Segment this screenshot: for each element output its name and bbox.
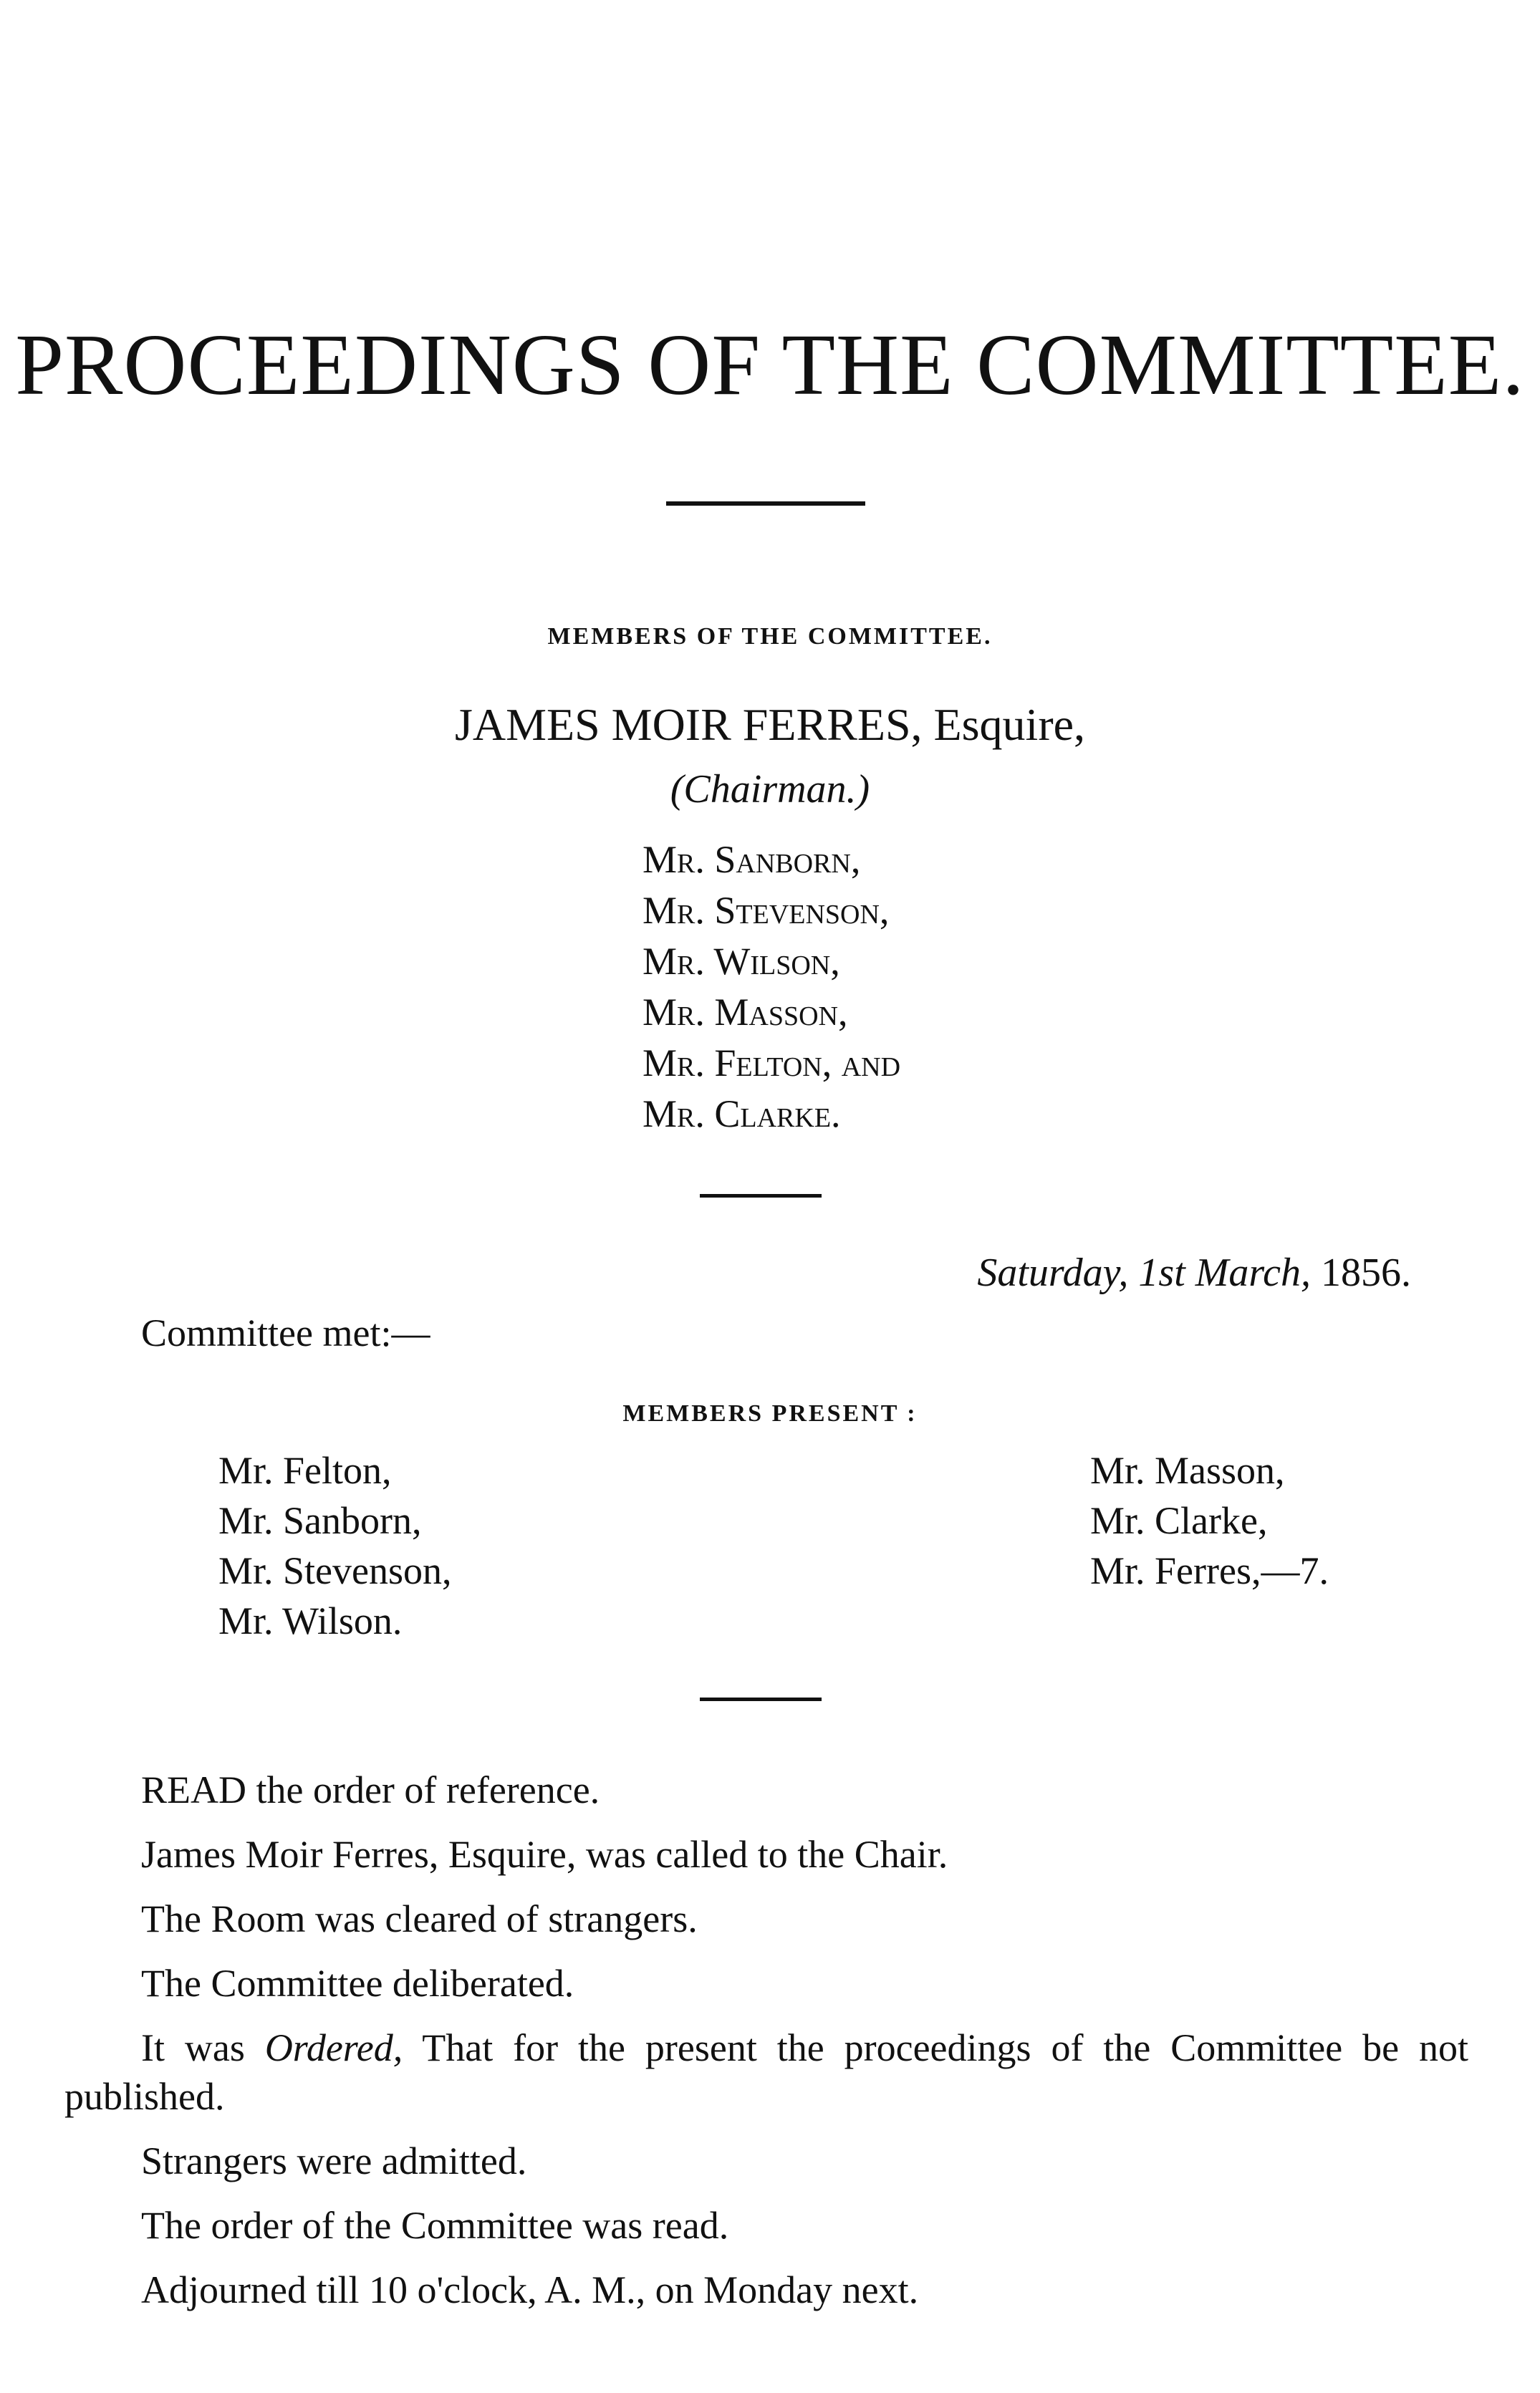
members-heading: MEMBERS OF THE COMMITTEE.	[547, 623, 993, 650]
member-list	[643, 834, 900, 1140]
proceedings-paragraph: The order of the Committee was read.	[141, 2204, 729, 2247]
proceedings-paragraph: The Committee deliberated.	[141, 1962, 574, 2005]
present-member: Mr. Ferres,—7.	[1090, 1549, 1329, 1592]
member-item: Mr. Stevenson,	[643, 889, 890, 932]
present-member: Mr. Clarke,	[1090, 1499, 1268, 1542]
proceedings-paragraph: Strangers were admitted.	[141, 2139, 527, 2182]
present-list-left	[218, 1445, 452, 1646]
ordered-word: Ordered,	[264, 2026, 403, 2069]
proceedings-paragraph: James Moir Ferres, Esquire, was called to the Chair.	[141, 1833, 948, 1876]
meeting-day: Saturday,	[977, 1251, 1129, 1295]
ordered-rest: That for the present the proceedings of the Committee be not published.	[64, 2026, 1469, 2118]
present-member: Mr. Masson,	[1090, 1449, 1285, 1492]
present-member: Mr. Felton,	[218, 1449, 392, 1492]
member-item: Mr. Clarke.	[643, 1092, 841, 1135]
member-item: Mr. Masson,	[643, 991, 848, 1034]
present-member: Mr. Stevenson,	[218, 1549, 452, 1592]
meeting-month: March,	[1195, 1251, 1311, 1295]
chairman-name: JAMES MOIR FERRES, Esquire,	[454, 699, 1086, 750]
meeting-year: 1856.	[1321, 1251, 1411, 1295]
member-item: Mr. Wilson,	[643, 940, 840, 983]
title-divider	[666, 501, 865, 506]
meeting-date	[977, 1250, 1411, 1296]
proceedings-text	[64, 1766, 1468, 2330]
section-divider	[700, 1698, 822, 1701]
page-title: PROCEEDINGS OF THE COMMITTEE.	[15, 317, 1525, 413]
present-member: Mr. Sanborn,	[218, 1499, 422, 1542]
section-divider	[700, 1194, 822, 1198]
committee-met: Committee met:—	[141, 1311, 430, 1354]
ordered-prefix: It was	[141, 2026, 245, 2069]
proceedings-paragraph-ordered	[64, 2023, 1468, 2121]
chairman-role: (Chairman.)	[670, 767, 870, 812]
members-present-heading: MEMBERS PRESENT :	[622, 1400, 918, 1427]
proceedings-paragraph: Adjourned till 10 o'clock, A. M., on Monday next.	[141, 2268, 919, 2311]
proceedings-paragraph: READ the order of reference.	[141, 1768, 600, 1811]
proceedings-paragraph: The Room was cleared of strangers.	[141, 1897, 698, 1940]
member-item: Mr. Sanborn,	[643, 838, 861, 881]
present-list-right	[1090, 1445, 1329, 1596]
present-member: Mr. Wilson.	[218, 1599, 403, 1642]
meeting-date-ordinal: 1st	[1138, 1251, 1185, 1295]
member-item: Mr. Felton, and	[643, 1041, 901, 1084]
